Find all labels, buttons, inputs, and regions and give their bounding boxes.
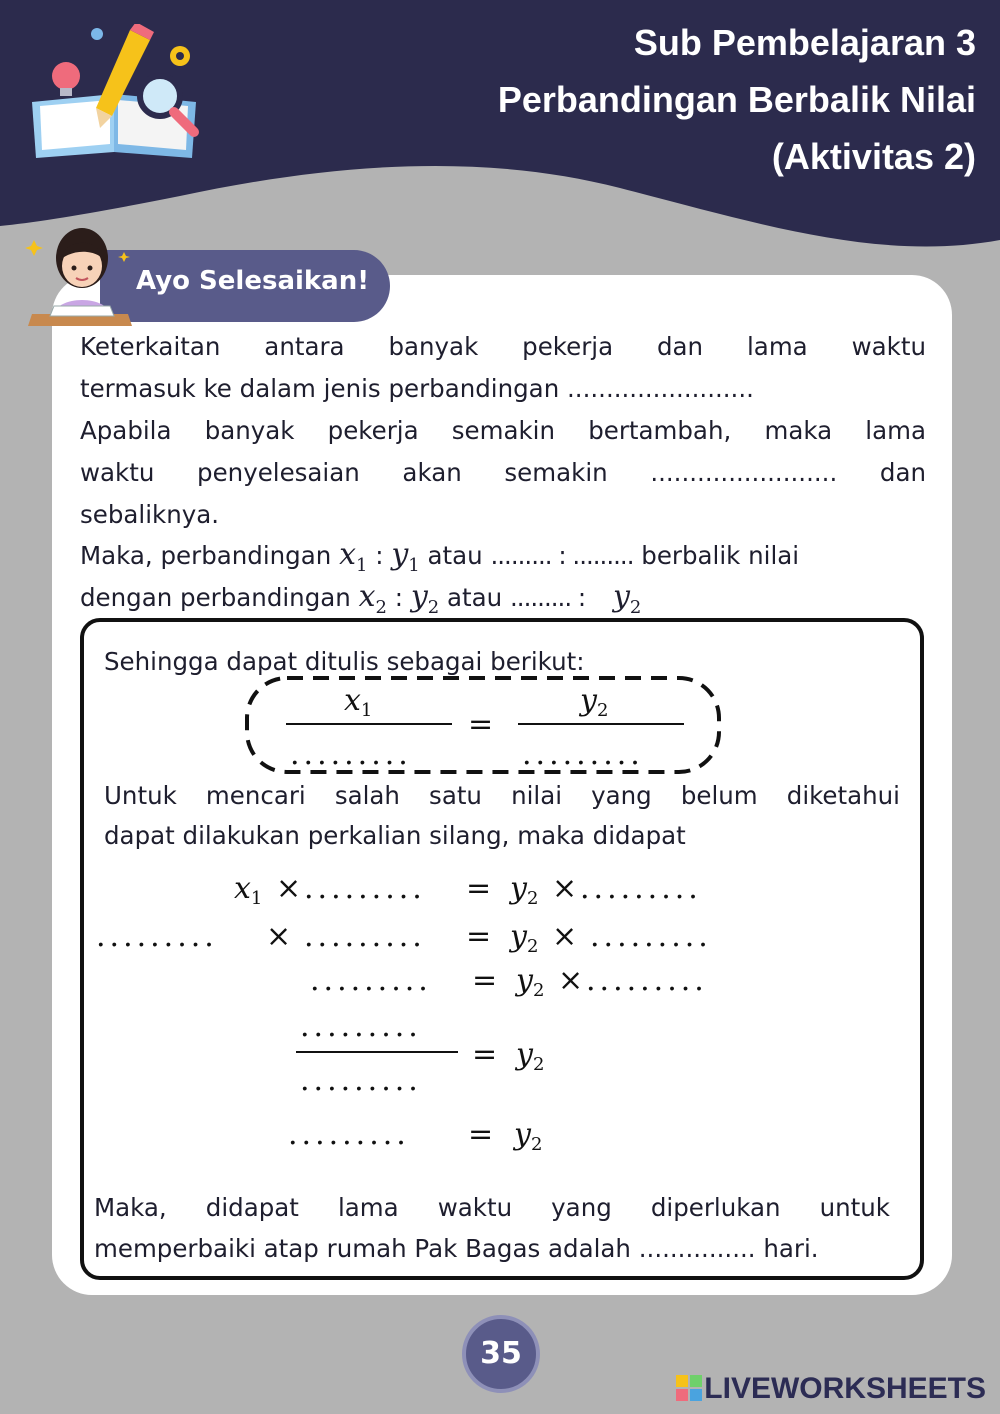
- box-conclusion: Maka, didapat lama waktu yang diperlukan untuk: [94, 1193, 890, 1222]
- blank[interactable]: .........: [304, 919, 426, 954]
- cross-equation-3: [310, 963, 708, 1001]
- box-cross-text: Untuk mencari salah satu nilai yang belum diketahui: [104, 781, 900, 810]
- lightbulb-icon: [52, 62, 80, 96]
- title-line: Perbandingan Berbalik Nilai: [497, 79, 976, 120]
- gear-icon: [170, 46, 190, 66]
- blank[interactable]: .........: [96, 919, 218, 954]
- cross-equation-2: [96, 919, 712, 957]
- paragraph-line: sebaliknya.: [80, 500, 220, 529]
- section-badge-label: Ayo Selesaikan!: [136, 266, 370, 296]
- ratio-text: dengan perbandingan: [80, 583, 351, 612]
- svg-text:=: =: [468, 1117, 494, 1152]
- svg-text:y2: $y_2$: [514, 1117, 543, 1155]
- blank[interactable]: .........: [590, 919, 712, 954]
- book-pencil-illustration: [22, 24, 212, 164]
- ratio-y2: $y_2$: [410, 579, 440, 618]
- ratio-x1: $x_1$: [339, 537, 368, 576]
- paragraph-line: termasuk ke dalam jenis perbandingan ........................: [80, 374, 754, 403]
- fraction-numerator-x1: $x_1$: [344, 683, 373, 721]
- box-cross-text: dapat dilakukan perkalian silang, maka didapat: [104, 821, 686, 850]
- svg-text:×: ×: [552, 871, 578, 906]
- box-conclusion: memperbaiki atap rumah Pak Bagas adalah ............... hari.: [94, 1234, 819, 1263]
- brand-text: LIVEWORKSHEETS: [704, 1372, 986, 1405]
- paragraph-line: Apabila banyak pekerja semakin bertambah, maka lama: [80, 416, 926, 445]
- title-line: Sub Pembelajaran 3: [633, 22, 976, 63]
- fraction-denominator-blank[interactable]: .........: [300, 1063, 422, 1098]
- colon: :: [375, 541, 384, 570]
- svg-text:×: ×: [552, 919, 578, 954]
- colon: :: [394, 583, 404, 612]
- svg-text:=: =: [466, 919, 492, 954]
- svg-text:=: =: [472, 963, 498, 998]
- blank[interactable]: .........: [310, 963, 432, 998]
- svg-text:×: ×: [266, 919, 292, 954]
- svg-text:y2: $y_2$: [510, 919, 539, 957]
- fraction-numerator-y2: $y_2$: [580, 683, 609, 721]
- ratio-y1: $y_1$: [391, 537, 420, 576]
- blank[interactable]: .........: [586, 963, 708, 998]
- svg-text:y2: $y_2$: [516, 1037, 545, 1075]
- ratio-text: Maka, perbandingan: [80, 541, 332, 570]
- svg-text:=: =: [466, 871, 492, 906]
- ratio-y2: $y_2$: [612, 579, 642, 618]
- svg-text:y2: $y_2$: [510, 871, 539, 909]
- ratio-blank[interactable]: ......... :: [510, 583, 586, 612]
- page-title: [498, 14, 976, 185]
- fraction-numerator-blank[interactable]: .........: [300, 1009, 422, 1044]
- blank[interactable]: .........: [288, 1117, 410, 1152]
- svg-text:×: ×: [276, 871, 302, 906]
- final-equation: [288, 1117, 542, 1155]
- equation-area: [80, 618, 924, 1280]
- ratio-blank[interactable]: ......... : .........: [490, 541, 634, 570]
- cross-equation-1: [234, 871, 702, 909]
- girl-studying-illustration: [24, 222, 136, 330]
- fraction-equation: [296, 1009, 544, 1098]
- svg-text:×: ×: [558, 963, 584, 998]
- svg-text:y2: $y_2$: [516, 963, 545, 1001]
- paragraph-line: waktu penyelesaian akan semakin ........................ dan: [80, 458, 926, 487]
- equals-sign: =: [468, 707, 494, 742]
- blank[interactable]: .........: [580, 871, 702, 906]
- title-line: (Aktivitas 2): [771, 136, 976, 177]
- paragraph-line: Keterkaitan antara banyak pekerja dan lama waktu: [80, 332, 926, 361]
- blank[interactable]: .........: [304, 871, 426, 906]
- page-number: 35: [462, 1315, 540, 1393]
- svg-text:=: =: [472, 1037, 498, 1072]
- ratio-text: atau: [447, 583, 503, 612]
- ratio-text: atau: [427, 541, 483, 570]
- liveworksheets-icon: [676, 1375, 702, 1401]
- liveworksheets-logo: [676, 1372, 986, 1406]
- svg-text:x1: $x_1$: [234, 871, 263, 909]
- ratio-x2: $x_2$: [358, 579, 387, 618]
- fraction-denominator-blank[interactable]: .........: [522, 737, 644, 772]
- proportion-equation: [286, 683, 684, 772]
- box-intro: Sehingga dapat ditulis sebagai berikut:: [104, 647, 585, 676]
- ratio-text: berbalik nilai: [641, 541, 800, 570]
- fraction-denominator-blank[interactable]: .........: [290, 737, 412, 772]
